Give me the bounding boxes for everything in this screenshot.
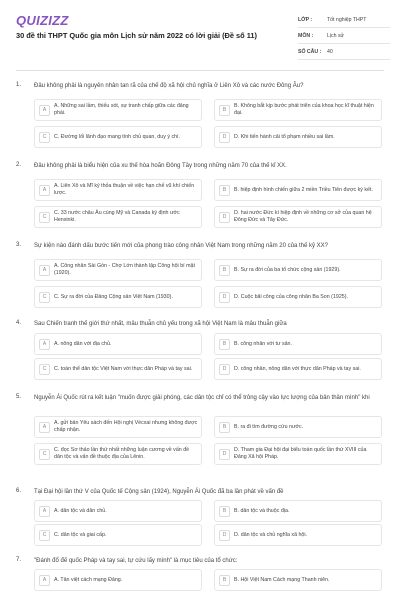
question-number: 3. [16,242,22,248]
quizizz-logo: QUIZIZZ [16,13,69,28]
question-number: 4. [16,320,22,326]
option-letter: D [219,530,230,541]
option-letter: B [219,185,230,196]
option-text: A. Tân việt cách mạng Đảng. [54,576,123,583]
option-a[interactable] [34,333,202,355]
option-text: B. Hội Việt Nam Cách mạng Thanh niên. [234,576,330,583]
option-text: D. công nhân, nông dân với thực dân Pháp và tay sai. [234,365,361,372]
option-b[interactable] [214,333,382,355]
meta-row-class [298,12,390,28]
option-letter: D [219,364,230,375]
option-a[interactable] [34,569,202,591]
option-c[interactable] [34,286,202,308]
option-letter: A [39,422,50,433]
question-text: Tại Đại hội lần thứ V của Quốc tế Cộng sản (1924), Nguyễn Ái Quốc đã ba lần phát về vấn đề [34,489,284,495]
question-text: Đâu không phải là biểu hiện của xu thế hòa hoãn Đông Tây trong những năm 70 của thế kỉ XX. [34,163,287,169]
question-text: Đâu không phải là nguyên nhân tan rã của chế độ xã hội chủ nghĩa ở Liên Xô và các nước Đông Âu? [34,83,304,89]
option-text: D. hai nước Đức kí hiệp định về những cơ sở của quan hệ Đông Đức và Tây Đức. [234,210,372,223]
option-letter: D [219,449,230,460]
option-letter: C [39,364,50,375]
option-text: D. dân tộc và chủ nghĩa xã hội. [234,531,308,538]
option-text: A. nông dân với địa chủ. [54,340,112,347]
option-text: A. Công nhân Sài Gòn - Chợ Lớn thành lập Công hội bí mật (1920). [54,263,195,276]
option-c[interactable] [34,358,202,380]
option-text: A. dân tộc và dân chủ. [54,507,107,514]
question-text: Nguyễn Ái Quốc rút ra kết luận "muốn được giải phóng, các dân tộc chỉ có thể trông cậy vào lực lượng của bản thân mình" khi [34,395,370,401]
option-c[interactable] [34,206,202,228]
option-text: B. hiệp định hình chiến giữa 2 miền Triều Tiên được ký kết. [234,186,373,193]
option-b[interactable] [214,259,382,281]
option-b[interactable] [214,179,382,201]
option-letter: C [39,132,50,143]
option-text: D. Cuộc bãi công của công nhân Ba Son (1925). [234,293,348,300]
option-letter: A [39,339,50,350]
option-letter: B [219,422,230,433]
question-text: Sau Chiến tranh thế giới thứ nhất, mâu thuẫn chủ yếu trong xã hội Việt Nam là mâu thuẫn giữa [34,321,287,327]
option-d[interactable] [214,126,382,148]
option-text: A. Những sai lầm, thiếu sót, sự tranh chấp giữa các đảng phái. [54,103,189,116]
meta-key: MÔN : [298,32,314,39]
option-letter: B [219,575,230,586]
question-text: "Đánh đổ đế quốc Pháp và tay sai, tự cứu lấy mình" là mục tiêu của tổ chức: [34,558,238,564]
option-a[interactable] [34,500,202,522]
option-d[interactable] [214,286,382,308]
option-letter: A [39,185,50,196]
option-d[interactable] [214,206,382,228]
page-title: 30 đề thi THPT Quốc gia môn Lịch sử năm 2022 có lời giải (Đề số 11) [16,31,258,40]
option-text: C. 33 nước châu Âu cùng Mỹ và Canada ký định ước Henxinki. [54,210,180,223]
option-letter: C [39,212,50,223]
meta-key: SỐ CÂU : [298,48,322,55]
meta-value: Tốt nghiệp THPT [327,16,367,23]
option-letter: D [219,212,230,223]
option-letter: C [39,449,50,460]
option-text: C. dân tộc và giai cấp. [54,531,107,538]
question-number: 1. [16,82,22,88]
option-a[interactable] [34,416,202,438]
option-b[interactable] [214,416,382,438]
header-divider [16,70,384,71]
option-text: B. công nhân với tư sản. [234,340,292,347]
option-text: C. Đường lối lãnh đạo mang tính chủ quan, duy ý chí. [54,133,180,140]
option-a[interactable] [34,259,202,281]
option-c[interactable] [34,126,202,148]
option-d[interactable] [214,443,382,465]
question-number: 6. [16,488,22,494]
option-text: C. toàn thể dân tộc Việt Nam với thực dân Pháp và tay sai. [54,365,193,372]
meta-key: LỚP : [298,16,313,23]
meta-value: Lịch sử [327,32,345,39]
option-text: C. đọc Sơ thảo lần thứ nhất những luận cương về vấn đề dân tộc và vấn đề thuộc địa của Lênin. [54,447,190,460]
option-letter: B [219,105,230,116]
option-letter: B [219,265,230,276]
option-d[interactable] [214,358,382,380]
option-text: B. dân tộc và thuộc địa. [234,507,290,514]
option-letter: B [219,339,230,350]
option-c[interactable] [34,443,202,465]
option-b[interactable] [214,569,382,591]
option-text: D. Tham gia Đại hội đại biểu toàn quốc lần thứ XVIII của Đảng Xã hội Pháp. [234,447,367,460]
question-number: 5. [16,394,22,400]
option-letter: C [39,530,50,541]
option-c[interactable] [34,524,202,546]
option-a[interactable] [34,179,202,201]
option-letter: A [39,575,50,586]
option-text: B. Không bắt kịp bước phát triển của khoa học kĩ thuật hiện đại. [234,103,374,116]
question-text: Sự kiện nào đánh dấu bước tiến mới của phong trào công nhân Việt Nam trong những năm 20 của thế kỷ XX? [34,243,328,249]
option-letter: D [219,132,230,143]
option-b[interactable] [214,99,382,121]
option-d[interactable] [214,524,382,546]
option-letter: A [39,265,50,276]
option-letter: C [39,292,50,303]
option-text: A. gửi bản Yêu sách đến Hội nghị Vécxai nhưng không được chấp nhận. [54,420,198,433]
meta-row-count [298,44,390,60]
option-letter: D [219,292,230,303]
meta-value: 40 [327,48,333,55]
option-text: D. Khi tiến hành cải tổ phạm nhiều sai lầm. [234,133,335,140]
option-b[interactable] [214,500,382,522]
option-letter: B [219,506,230,517]
question-number: 7. [16,557,22,563]
option-text: B. ra đi tìm đường cứu nước. [234,423,304,430]
option-letter: A [39,105,50,116]
option-a[interactable] [34,99,202,121]
question-number: 2. [16,162,22,168]
option-text: C. Sự ra đời của Đảng Cộng sản Việt Nam (1930). [54,293,173,300]
meta-table [298,12,390,60]
option-letter: A [39,506,50,517]
option-text: B. Sự ra đời của ba tổ chức cộng sản (1929). [234,266,341,273]
option-text: A. Liên Xô và Mĩ ký thỏa thuận về việc hạn chế vũ khí chiến lược. [54,183,195,196]
meta-row-subject [298,28,390,44]
